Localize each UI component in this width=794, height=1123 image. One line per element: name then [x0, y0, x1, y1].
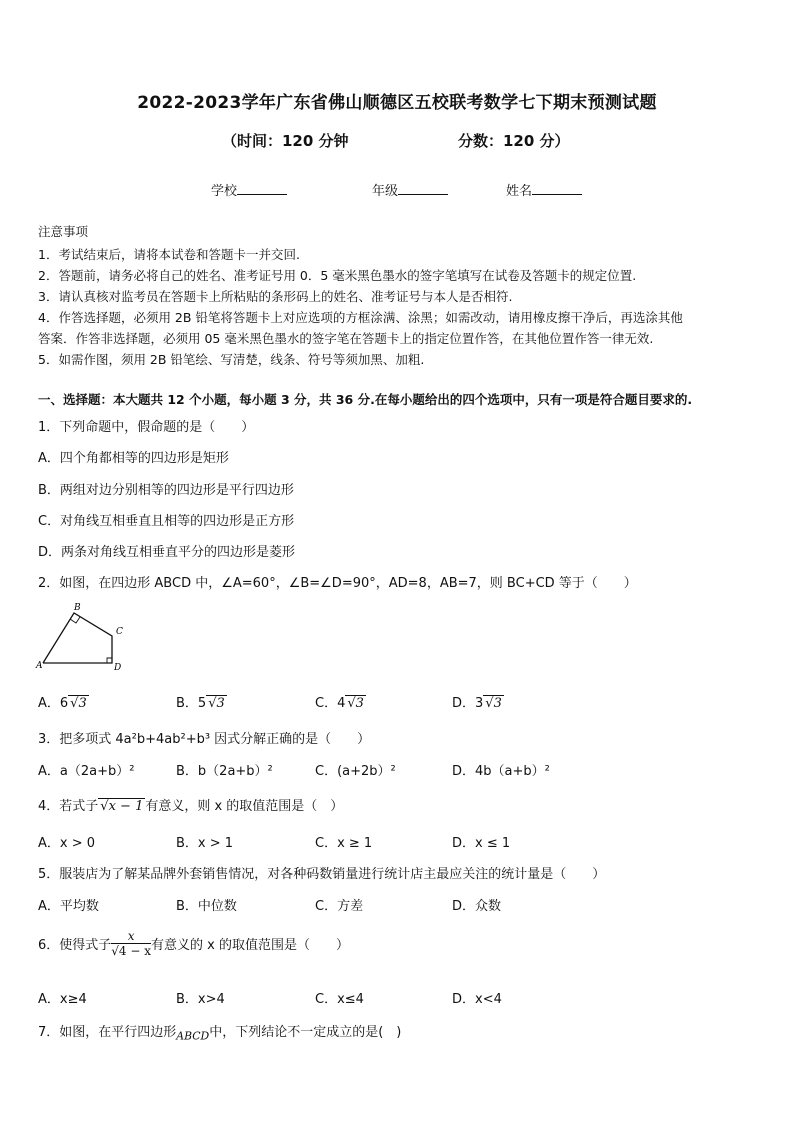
- school-blank[interactable]: [237, 182, 287, 195]
- q1-option-b[interactable]: B．两组对边分别相等的四边形是平行四边形: [38, 483, 294, 498]
- q3-option-d[interactable]: D．4b（a+b）²: [452, 764, 550, 779]
- name-field[interactable]: [506, 180, 582, 199]
- question-7-stem: 7．如图，在平行四边形$_{ABCD}$中，下列结论不一定成立的是( ): [38, 1025, 402, 1043]
- q1-option-d[interactable]: D．两条对角线互相垂直平分的四边形是菱形: [38, 545, 296, 560]
- notice-item: 4．作答选择题，必须用 2B 铅笔将答题卡上对应选项的方框涂满、涂黑；如需改动，请用橡皮擦干净后，再选涂其他: [38, 310, 683, 325]
- notice-item: 5．如需作图，须用 2B 铅笔绘、写清楚，线条、符号等须加黑、加粗.: [38, 352, 425, 367]
- name-label: 姓名: [506, 184, 533, 199]
- question-2-stem: 2．如图，在四边形 ABCD 中，∠A=60°，∠B=∠D=90°，AD=8，AB=7，则 BC+CD 等于（ ）: [38, 576, 637, 591]
- vertex-label-a: A: [36, 661, 43, 671]
- q3-option-c[interactable]: C．(a+2b）²: [315, 764, 396, 779]
- school-field[interactable]: [211, 180, 287, 199]
- exam-time: （时间：120 分钟: [222, 132, 349, 150]
- section-heading: 一、选择题：本大题共 12 个小题，每小题 3 分，共 36 分.在每小题给出的四个选项中，只有一项是符合题目要求的.: [38, 392, 693, 407]
- notice-item: 答案．作答非选择题，必须用 05 毫米黑色墨水的签字笔在答题卡上的指定位置作答，在其他位置作答一律无效.: [38, 331, 654, 346]
- name-blank[interactable]: [532, 182, 582, 195]
- notice-item: 2．答题前，请务必将自己的姓名、准考证号用 0．5 毫米黑色墨水的签字笔填写在试卷及答题卡的规定位置.: [38, 268, 637, 283]
- q2-option-c[interactable]: C．4 √3: [315, 696, 364, 711]
- notice-item: 3．请认真核对监考员在答题卡上所粘贴的条形码上的姓名、准考证号与本人是否相符.: [38, 289, 513, 304]
- q3-option-a[interactable]: A．a（2a+b）²: [38, 764, 135, 779]
- question-6-stem: 6．使得式子 $\frac{x}{√4 - x}$ 有意义的 x 的取值范围是（ ）: [38, 929, 349, 958]
- q4-option-b[interactable]: B．x > 1: [176, 836, 234, 851]
- vertex-label-b: B: [74, 603, 81, 613]
- notice-heading: 注意事项: [38, 224, 89, 239]
- q3-option-b[interactable]: B．b（2a+b）²: [176, 764, 273, 779]
- quadrilateral-figure: [34, 602, 134, 672]
- q5-option-d[interactable]: D．众数: [452, 899, 502, 914]
- q5-option-c[interactable]: C．方差: [315, 899, 364, 914]
- exam-score: 分数：120 分）: [458, 132, 570, 150]
- q2-option-d[interactable]: D．3 √3: [452, 696, 502, 711]
- q6-option-a[interactable]: A．x≥4: [38, 992, 87, 1007]
- q6-option-c[interactable]: C．x≤4: [315, 992, 364, 1007]
- question-4-stem: 4．若式子 √x − 1 有意义，则 x 的取值范围是（ ）: [38, 799, 344, 814]
- question-3-stem: 3．把多项式 4a²b+4ab²+b³ 因式分解正确的是（ ）: [38, 732, 371, 747]
- q1-option-c[interactable]: C．对角线互相垂直且相等的四边形是正方形: [38, 514, 295, 529]
- q5-option-b[interactable]: B．中位数: [176, 899, 237, 914]
- question-5-stem: 5．服装店为了解某品牌外套销售情况，对各种码数销量进行统计店主最应关注的统计量是（ ）: [38, 867, 606, 882]
- notice-item: 1．考试结束后，请将本试卷和答题卡一并交回.: [38, 247, 300, 262]
- vertex-label-c: C: [116, 627, 123, 637]
- q4-option-c[interactable]: C．x ≥ 1: [315, 836, 373, 851]
- page-title: 2022-2023学年广东省佛山顺德区五校联考数学七下期末预测试题: [137, 93, 657, 113]
- question-1-stem: 1．下列命题中，假命题的是（ ）: [38, 420, 255, 435]
- grade-field[interactable]: [372, 180, 448, 199]
- radical-expression: √x − 1: [100, 799, 144, 814]
- fraction-expression: $\frac{x}{√4 - x}$: [111, 929, 152, 958]
- right-angle-d: [107, 658, 112, 663]
- vertex-label-d: D: [114, 663, 122, 672]
- grade-label: 年级: [372, 184, 399, 199]
- q2-option-a[interactable]: A．6 √3: [38, 696, 87, 711]
- q2-option-b[interactable]: B．5 √3: [176, 696, 225, 711]
- school-label: 学校: [211, 184, 238, 199]
- q6-option-d[interactable]: D．x<4: [452, 992, 502, 1007]
- q6-option-b[interactable]: B．x>4: [176, 992, 225, 1007]
- q4-option-d[interactable]: D．x ≤ 1: [452, 836, 511, 851]
- q1-option-a[interactable]: A．四个角都相等的四边形是矩形: [38, 451, 229, 466]
- q5-option-a[interactable]: A．平均数: [38, 899, 99, 914]
- grade-blank[interactable]: [398, 182, 448, 195]
- q4-option-a[interactable]: A．x > 0: [38, 836, 96, 851]
